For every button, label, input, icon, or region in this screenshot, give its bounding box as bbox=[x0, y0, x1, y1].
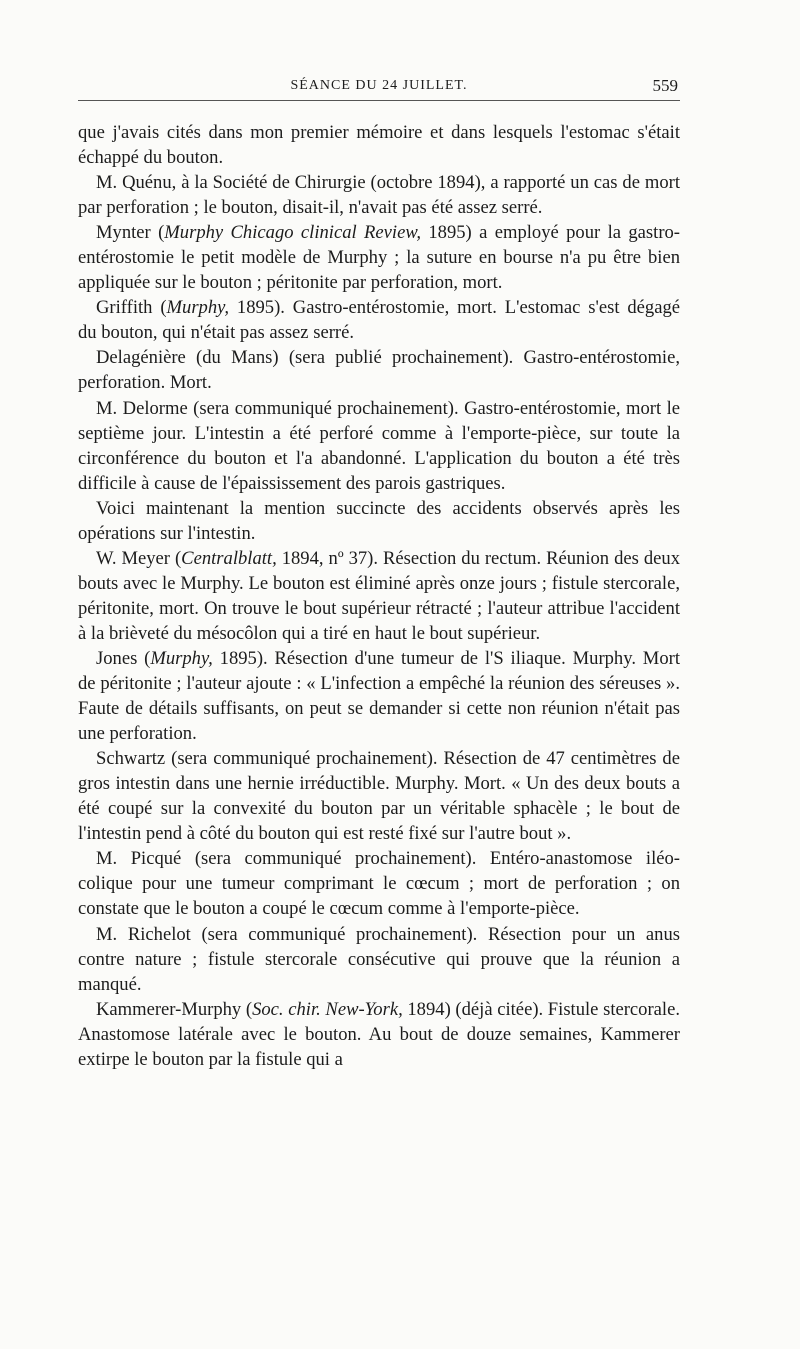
paragraph bbox=[78, 846, 680, 921]
italic-citation: Centralblatt, bbox=[181, 547, 277, 569]
running-head bbox=[78, 70, 680, 101]
paragraph bbox=[78, 295, 680, 345]
text-run: Delagénière (du Mans) (sera publié prochainement). Gastro-entérostomie, perforation. Mort. bbox=[78, 347, 680, 394]
text-run: 1895) a employé pour la gastro-entérostomie le petit modèle de Murphy ; la suture en bourse n'a pu être bien appliquée sur le bouton ; péritonite par perforation, mort. bbox=[78, 222, 680, 294]
text-run: Kammerer-Murphy ( bbox=[96, 998, 253, 1020]
paragraph bbox=[78, 220, 680, 295]
text-run: Griffith ( bbox=[96, 297, 167, 319]
book-page bbox=[78, 70, 680, 1072]
text-run: 1894, nº 37). Résection du rectum. Réunion des deux bouts avec le Murphy. Le bouton est éliminé après onze jours ; fistule stercorale, péritonite, mort. On trouve le bout supérieur rétracté ; l'auteur attribue l'accident à la brièveté du mésocôlon qui a tiré en haut le bout supérieur. bbox=[78, 547, 680, 644]
body-text bbox=[78, 120, 680, 1072]
paragraph bbox=[78, 345, 680, 395]
text-run: 1895). Résection d'une tumeur de l'S iliaque. Murphy. Mort de péritonite ; l'auteur ajoute : « L'infection a empêché la réunion des séreuses ». Faute de détails suffisants, on peut se demander si cette non réunion n'était pas une perforation. bbox=[78, 647, 680, 745]
paragraph bbox=[78, 746, 680, 846]
text-run: Voici maintenant la mention succincte des accidents observés après les opérations sur l'intestin. bbox=[78, 497, 680, 544]
text-run: M. Picqué (sera communiqué prochainement). Entéro-anastomose iléo-colique pour une tumeur comprimant le cœcum ; mort de perforation ; on constate que le bouton a coupé le cœcum comme à l'emporte-pièce. bbox=[78, 848, 680, 920]
text-run: M. Delorme (sera communiqué prochainement). Gastro-entérostomie, mort le septième jour. L'intestin a été perforé comme à l'emporte-pièce, sur toute la circonférence du bouton et l'a abandonné. L'application du bouton a été très difficile à cause de l'épaississement des parois gastriques. bbox=[78, 397, 680, 494]
text-run: 1894) (déjà citée). Fistule stercorale. Anastomose latérale avec le bouton. Au bout de douze semaines, Kammerer extirpe le bouton par la fistule qui a bbox=[78, 998, 680, 1070]
italic-citation: Murphy Chicago clinical Review, bbox=[164, 222, 421, 244]
paragraph bbox=[78, 922, 680, 997]
text-run: M. Quénu, à la Société de Chirurgie (octobre 1894), a rapporté un cas de mort par perforation ; le bouton, disait-il, n'avait pas été assez serré. bbox=[78, 172, 680, 219]
paragraph bbox=[78, 496, 680, 546]
text-run: M. Richelot (sera communiqué prochainement). Résection pour un anus contre nature ; fistule stercorale consécutive qui prouve que la réunion a manqué. bbox=[78, 923, 680, 995]
italic-citation: Soc. chir. New-York, bbox=[252, 998, 403, 1020]
text-run: 1895). Gastro-entérostomie, mort. L'estomac s'est dégagé du bouton, qui n'était pas assez serré. bbox=[78, 297, 680, 344]
paragraph bbox=[78, 120, 680, 170]
paragraph bbox=[78, 396, 680, 496]
text-run: que j'avais cités dans mon premier mémoire et dans lesquels l'estomac s'était échappé du bouton. bbox=[78, 122, 680, 169]
italic-citation: Murphy, bbox=[166, 297, 230, 319]
paragraph bbox=[78, 170, 680, 220]
italic-citation: Murphy, bbox=[150, 647, 213, 669]
text-run: Schwartz (sera communiqué prochainement). Résection de 47 centimètres de gros intestin dans une hernie irréductible. Murphy. Mort. « Un des deux bouts a été coupé sur la convexité du bouton par un véritable sphacèle ; le bout de l'intestin pend à côté du bouton qui est resté fixé sur l'autre bout ». bbox=[78, 748, 680, 845]
text-run: Jones ( bbox=[96, 647, 151, 669]
text-run: W. Meyer ( bbox=[96, 547, 182, 569]
paragraph bbox=[78, 546, 680, 646]
running-title: SÉANCE DU 24 JUILLET. bbox=[290, 78, 468, 93]
page-number: 559 bbox=[652, 76, 678, 95]
paragraph bbox=[78, 997, 680, 1072]
text-run: Mynter ( bbox=[96, 222, 165, 244]
paragraph bbox=[78, 646, 680, 746]
